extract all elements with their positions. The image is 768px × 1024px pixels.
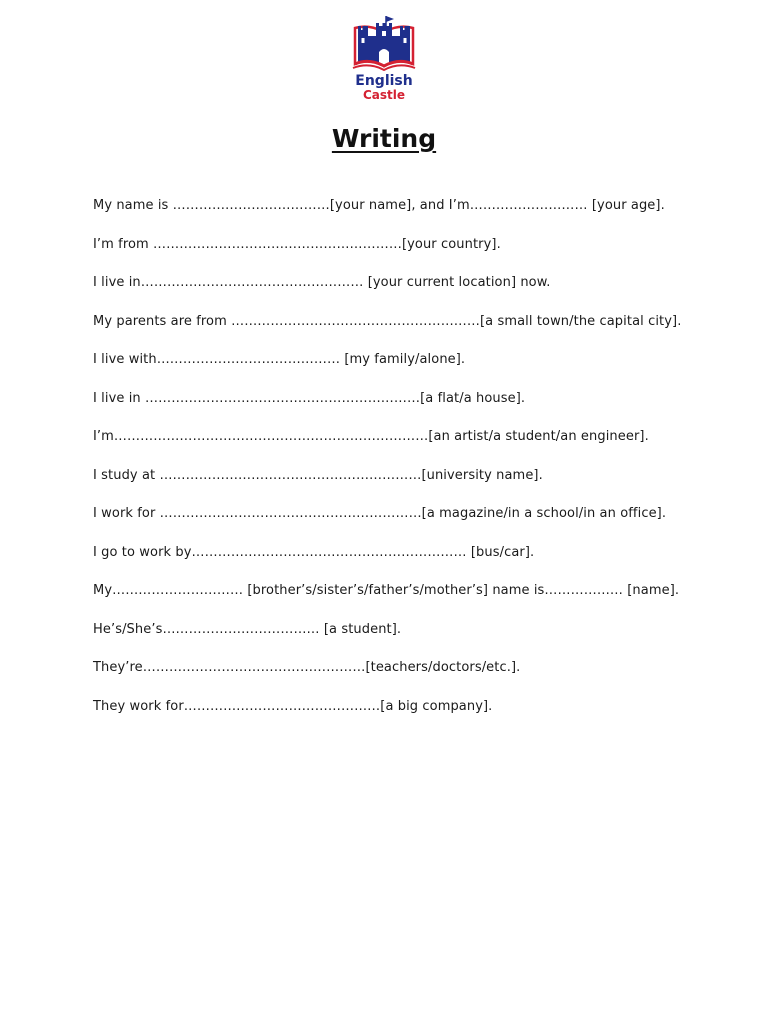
sentence-they-are: They’re……………………………………………[teachers/doctors/etc.].	[93, 660, 521, 675]
sentence-list	[93, 197, 681, 736]
sentence-commute: I go to work by……………………………………………………… [bus/car].	[93, 544, 535, 560]
sentence-name-age: My name is ………………………………[your name], and I’m……………………… [your age].	[93, 198, 665, 213]
logo-text-castle: Castle	[362, 88, 406, 102]
logo-text-english: English	[355, 73, 413, 89]
castle-book-icon	[349, 14, 419, 72]
sentence-they-work: They work for………………………………………[a big company].	[93, 698, 493, 714]
sentence-study: I study at ……………………………………………………[university name].	[93, 467, 543, 483]
sentence-relative-job: He’s/She’s……………………………… [a student].	[93, 621, 402, 637]
sentence-parents: My parents are from …………………………………………………[a small town/the capital city].	[93, 313, 682, 329]
sentence-home-type: I live in ………………………………………………………[a flat/a house].	[93, 390, 526, 406]
sentence-relative-name: My………………………… [brother’s/sister’s/father’s/mother’s] name is……………… [name].	[93, 583, 680, 598]
page-title: Writing	[331, 124, 437, 153]
sentence-country: I’m from …………………………………………………[your country].	[93, 236, 501, 252]
sentence-work-for: I work for ……………………………………………………[a magazine/in a school/in an office].	[93, 506, 667, 521]
sentence-location: I live in…………………………………………… [your current location] now.	[93, 275, 551, 290]
sentence-occupation: I’m………………………………………………………………[an artist/a student/an engineer].	[93, 429, 649, 444]
sentence-live-with: I live with…………………………………… [my family/alone].	[93, 352, 466, 367]
english-castle-logo	[349, 14, 419, 106]
